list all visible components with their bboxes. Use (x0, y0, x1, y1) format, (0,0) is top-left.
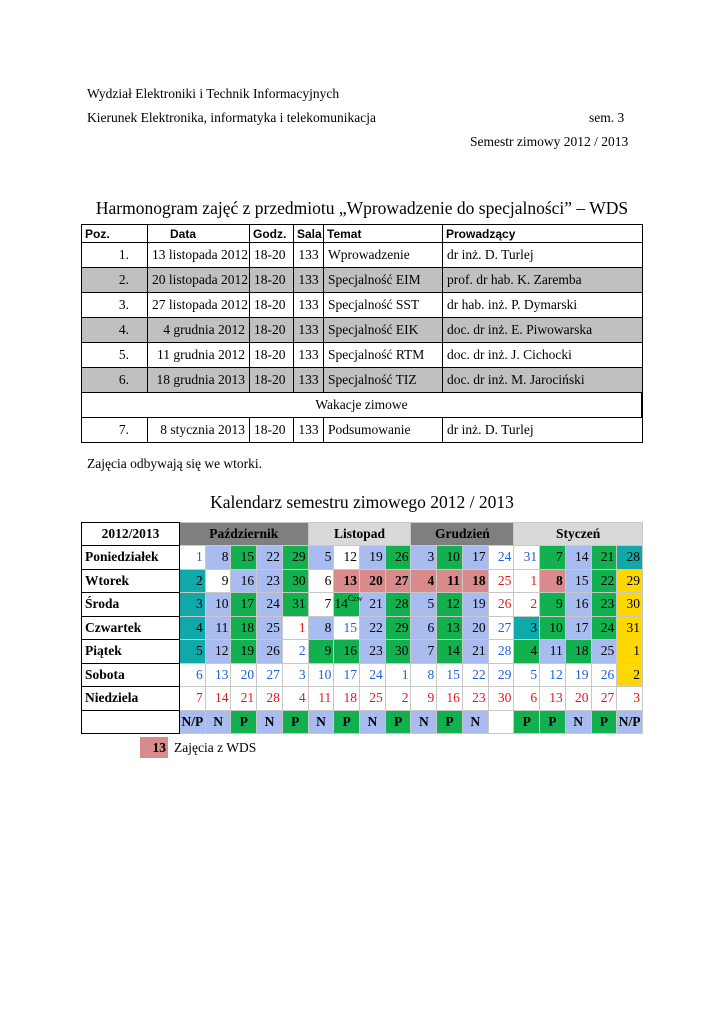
calendar-day: 8 (205, 546, 231, 570)
calendar-day: 21 (591, 546, 617, 570)
week-parity: N (257, 710, 283, 734)
calendar-day (334, 593, 363, 617)
schedule-break-row (82, 393, 643, 418)
calendar-day: 24 (488, 546, 514, 570)
calendar-day: 22 (360, 616, 386, 640)
calendar-day: 31 (514, 546, 540, 570)
schedule-cell-lecturer: dr inż. D. Turlej (443, 243, 643, 268)
calendar-day: 31 (617, 616, 643, 640)
schedule-cell-hours: 18-20 (250, 293, 294, 318)
legend-swatch: 13 (140, 737, 168, 758)
month-december: Grudzień (411, 523, 514, 546)
schedule-cell-topic: Specjalność EIM (324, 268, 443, 293)
schedule-row (82, 293, 643, 318)
schedule-cell-hours: 18-20 (250, 343, 294, 368)
col-hours: Godz. (250, 225, 294, 243)
calendar-day: 10 (540, 616, 566, 640)
schedule-cell-room: 133 (294, 418, 324, 443)
week-parity: N (565, 710, 591, 734)
schedule-cell-lecturer: doc. dr inż. J. Cichocki (443, 343, 643, 368)
break-label: Wakacje zimowe (82, 393, 643, 418)
schedule-row (82, 318, 643, 343)
col-date: Data (148, 225, 250, 243)
thursday-schedule-marker: Czw (347, 594, 363, 604)
schedule-cell-pos: 5. (82, 343, 148, 368)
calendar-row (82, 616, 643, 640)
calendar-day-number: 14 (334, 596, 348, 612)
weekday-label: Niedziela (82, 687, 180, 711)
calendar-day: 18 (231, 616, 257, 640)
weekday-label: Czwartek (82, 616, 180, 640)
calendar-day: 23 (591, 593, 617, 617)
faculty-name: Wydział Elektroniki i Technik Informacyjnych (87, 86, 340, 101)
calendar-day: 21 (231, 687, 257, 711)
schedule-cell-lecturer: dr hab. inż. P. Dymarski (443, 293, 643, 318)
week-parity: N/P (617, 710, 643, 734)
calendar-day: 29 (282, 546, 308, 570)
calendar-day: 24 (591, 616, 617, 640)
calendar-day: 4 (180, 616, 206, 640)
calendar-row (82, 569, 643, 593)
schedule-table (81, 224, 643, 443)
calendar-day: 27 (257, 663, 283, 687)
calendar-parity-row (82, 710, 643, 734)
calendar-day: 8 (411, 663, 437, 687)
col-topic: Temat (324, 225, 443, 243)
schedule-cell-date: 8 stycznia 2013 (148, 418, 250, 443)
schedule-cell-date: 11 grudnia 2012 (148, 343, 250, 368)
week-parity: P (334, 710, 360, 734)
weekday-label: Poniedziałek (82, 546, 180, 570)
calendar-day: 28 (488, 640, 514, 664)
calendar-day: 17 (334, 663, 360, 687)
schedule-cell-room: 133 (294, 343, 324, 368)
schedule-cell-room: 133 (294, 293, 324, 318)
schedule-cell-hours: 18-20 (250, 318, 294, 343)
calendar-day: 12 (205, 640, 231, 664)
calendar-day: 27 (385, 569, 411, 593)
calendar-day: 18 (462, 569, 488, 593)
schedule-row (82, 268, 643, 293)
calendar-day: 17 (231, 593, 257, 617)
legend-label: Zajęcia z WDS (174, 740, 257, 755)
calendar-day: 11 (540, 640, 566, 664)
calendar-day: 26 (385, 546, 411, 570)
calendar-day: 15 (231, 546, 257, 570)
calendar-day: 26 (257, 640, 283, 664)
calendar-day: 14 (205, 687, 231, 711)
schedule-cell-topic: Specjalność SST (324, 293, 443, 318)
schedule-cell-date: 27 listopada 2012 (148, 293, 250, 318)
calendar-day: 29 (617, 569, 643, 593)
month-january: Styczeń (514, 523, 643, 546)
calendar-day: 29 (385, 616, 411, 640)
calendar-day: 30 (488, 687, 514, 711)
schedule-cell-topic: Specjalność RTM (324, 343, 443, 368)
calendar-day: 1 (180, 546, 206, 570)
calendar-day: 19 (565, 663, 591, 687)
schedule-cell-pos: 7. (82, 418, 148, 443)
calendar-day: 25 (488, 569, 514, 593)
schedule-cell-hours: 18-20 (250, 243, 294, 268)
calendar-day: 6 (180, 663, 206, 687)
schedule-cell-pos: 6. (82, 368, 148, 393)
calendar-day: 16 (334, 640, 360, 664)
calendar-day: 15 (565, 569, 591, 593)
calendar-day: 1 (282, 616, 308, 640)
calendar-day: 31 (282, 593, 308, 617)
note-text: Zajęcia odbywają się we wtorki. (87, 456, 263, 471)
calendar-day: 23 (462, 687, 488, 711)
col-pos: Poz. (82, 225, 148, 243)
schedule-cell-room: 133 (294, 318, 324, 343)
calendar-day: 15 (334, 616, 360, 640)
week-parity: N (360, 710, 386, 734)
calendar-day: 1 (385, 663, 411, 687)
calendar-day: 30 (617, 593, 643, 617)
schedule-cell-date: 18 grudnia 2013 (148, 368, 250, 393)
calendar-day: 13 (334, 569, 360, 593)
calendar-day: 20 (231, 663, 257, 687)
calendar-day: 26 (591, 663, 617, 687)
calendar-day: 9 (205, 569, 231, 593)
calendar-day: 29 (488, 663, 514, 687)
calendar-day: 22 (257, 546, 283, 570)
calendar-day: 2 (617, 663, 643, 687)
calendar-day: 18 (334, 687, 360, 711)
schedule-cell-room: 133 (294, 368, 324, 393)
calendar-day: 9 (411, 687, 437, 711)
calendar-day: 23 (257, 569, 283, 593)
calendar-day: 7 (411, 640, 437, 664)
parity-label (82, 710, 180, 734)
schedule-cell-topic: Specjalność EIK (324, 318, 443, 343)
calendar-day: 16 (565, 593, 591, 617)
calendar-day: 21 (360, 593, 386, 617)
calendar-day: 7 (308, 593, 334, 617)
calendar-day: 5 (308, 546, 334, 570)
calendar-day: 16 (437, 687, 463, 711)
col-room: Sala (294, 225, 324, 243)
week-parity: P (591, 710, 617, 734)
calendar-day: 26 (488, 593, 514, 617)
calendar-day: 1 (514, 569, 540, 593)
calendar-day: 5 (180, 640, 206, 664)
calendar-day: 12 (334, 546, 360, 570)
calendar-day: 4 (514, 640, 540, 664)
semester-number: sem. 3 (589, 110, 625, 125)
calendar-day: 16 (231, 569, 257, 593)
schedule-cell-date: 20 listopada 2012 (148, 268, 250, 293)
calendar-day: 5 (411, 593, 437, 617)
schedule-cell-lecturer: dr inż. D. Turlej (443, 418, 643, 443)
calendar-header-row (82, 523, 643, 546)
week-parity: P (514, 710, 540, 734)
calendar-day: 15 (437, 663, 463, 687)
schedule-cell-lecturer: doc. dr inż. M. Jarociński (443, 368, 643, 393)
calendar-day: 13 (540, 687, 566, 711)
course-name: Kierunek Elektronika, informatyka i telekomunikacja (87, 110, 377, 125)
calendar-day: 10 (205, 593, 231, 617)
calendar-day: 9 (308, 640, 334, 664)
week-parity: P (540, 710, 566, 734)
calendar-day: 13 (437, 616, 463, 640)
calendar-day: 25 (591, 640, 617, 664)
schedule-cell-topic: Specjalność TIZ (324, 368, 443, 393)
calendar-day: 4 (282, 687, 308, 711)
calendar-year: 2012/2013 (82, 523, 180, 546)
calendar-day: 7 (180, 687, 206, 711)
schedule-cell-hours: 18-20 (250, 418, 294, 443)
calendar-day: 5 (514, 663, 540, 687)
calendar-row (82, 546, 643, 570)
week-parity: P (282, 710, 308, 734)
calendar-day: 3 (617, 687, 643, 711)
calendar-day: 13 (205, 663, 231, 687)
schedule-cell-pos: 4. (82, 318, 148, 343)
schedule-cell-lecturer: doc. dr inż. E. Piwowarska (443, 318, 643, 343)
weekday-label: Piątek (82, 640, 180, 664)
calendar-day: 10 (308, 663, 334, 687)
month-october: Październik (180, 523, 309, 546)
calendar-day: 11 (205, 616, 231, 640)
calendar-day: 11 (437, 569, 463, 593)
calendar-row (82, 687, 643, 711)
calendar-day: 27 (591, 687, 617, 711)
calendar-day: 17 (565, 616, 591, 640)
calendar-day: 12 (437, 593, 463, 617)
calendar-day: 7 (540, 546, 566, 570)
calendar-day: 24 (360, 663, 386, 687)
calendar-day: 11 (308, 687, 334, 711)
week-parity: N/P (180, 710, 206, 734)
calendar-day: 12 (540, 663, 566, 687)
calendar-day: 25 (360, 687, 386, 711)
calendar-title: Kalendarz semestru zimowego 2012 / 2013 (210, 492, 514, 512)
calendar-day: 25 (257, 616, 283, 640)
calendar-table (81, 522, 643, 734)
weekday-label: Wtorek (82, 569, 180, 593)
calendar-day: 24 (257, 593, 283, 617)
calendar-day: 22 (591, 569, 617, 593)
col-lecturer: Prowadzący (443, 225, 643, 243)
schedule-row (82, 343, 643, 368)
week-parity: P (231, 710, 257, 734)
weekday-label: Środa (82, 593, 180, 617)
schedule-cell-topic: Wprowadzenie (324, 243, 443, 268)
calendar-row (82, 593, 643, 617)
calendar-day: 17 (462, 546, 488, 570)
calendar-row (82, 640, 643, 664)
calendar-day: 6 (308, 569, 334, 593)
calendar-day: 10 (437, 546, 463, 570)
calendar-day: 9 (540, 593, 566, 617)
calendar-day: 1 (617, 640, 643, 664)
calendar-day: 30 (282, 569, 308, 593)
calendar-day: 23 (360, 640, 386, 664)
calendar-day: 20 (462, 616, 488, 640)
schedule-cell-room: 133 (294, 243, 324, 268)
calendar-day: 28 (385, 593, 411, 617)
calendar-day: 14 (437, 640, 463, 664)
week-parity: N (411, 710, 437, 734)
calendar-day: 2 (385, 687, 411, 711)
calendar-day: 30 (385, 640, 411, 664)
month-november: Listopad (308, 523, 411, 546)
schedule-row (82, 368, 643, 393)
calendar-day: 18 (565, 640, 591, 664)
schedule-cell-pos: 2. (82, 268, 148, 293)
schedule-row (82, 243, 643, 268)
calendar-day: 27 (488, 616, 514, 640)
calendar-row (82, 663, 643, 687)
semester-label: Semestr zimowy 2012 / 2013 (470, 134, 629, 149)
calendar-day: 20 (565, 687, 591, 711)
calendar-day: 21 (462, 640, 488, 664)
week-parity: N (205, 710, 231, 734)
calendar-day: 2 (180, 569, 206, 593)
calendar-day: 14 (565, 546, 591, 570)
calendar-day: 3 (282, 663, 308, 687)
week-parity: N (308, 710, 334, 734)
calendar-day: 6 (411, 616, 437, 640)
calendar-day: 3 (514, 616, 540, 640)
schedule-cell-date: 4 grudnia 2012 (148, 318, 250, 343)
schedule-header-row (82, 225, 643, 243)
schedule-cell-date: 13 listopada 2012 (148, 243, 250, 268)
calendar-day: 20 (360, 569, 386, 593)
calendar-day: 28 (257, 687, 283, 711)
week-parity: N (462, 710, 488, 734)
schedule-cell-topic: Podsumowanie (324, 418, 443, 443)
schedule-cell-pos: 3. (82, 293, 148, 318)
calendar-day: 28 (617, 546, 643, 570)
calendar-day: 2 (282, 640, 308, 664)
schedule-cell-hours: 18-20 (250, 368, 294, 393)
calendar-day: 6 (514, 687, 540, 711)
schedule-cell-pos: 1. (82, 243, 148, 268)
calendar-day: 22 (462, 663, 488, 687)
calendar-day: 3 (180, 593, 206, 617)
week-parity: P (437, 710, 463, 734)
calendar-day: 4 (411, 569, 437, 593)
week-parity (488, 710, 514, 734)
calendar-day: 3 (411, 546, 437, 570)
schedule-cell-room: 133 (294, 268, 324, 293)
schedule-cell-hours: 18-20 (250, 268, 294, 293)
calendar-day: 19 (231, 640, 257, 664)
weekday-label: Sobota (82, 663, 180, 687)
week-parity: P (385, 710, 411, 734)
schedule-title: Harmonogram zajęć z przedmiotu „Wprowadzenie do specjalności” – WDS (95, 198, 629, 218)
calendar-day: 2 (514, 593, 540, 617)
calendar-day: 8 (540, 569, 566, 593)
calendar-day: 19 (360, 546, 386, 570)
calendar-day: 19 (462, 593, 488, 617)
schedule-row (82, 418, 643, 443)
calendar-day: 8 (308, 616, 334, 640)
schedule-cell-lecturer: prof. dr hab. K. Zaremba (443, 268, 643, 293)
